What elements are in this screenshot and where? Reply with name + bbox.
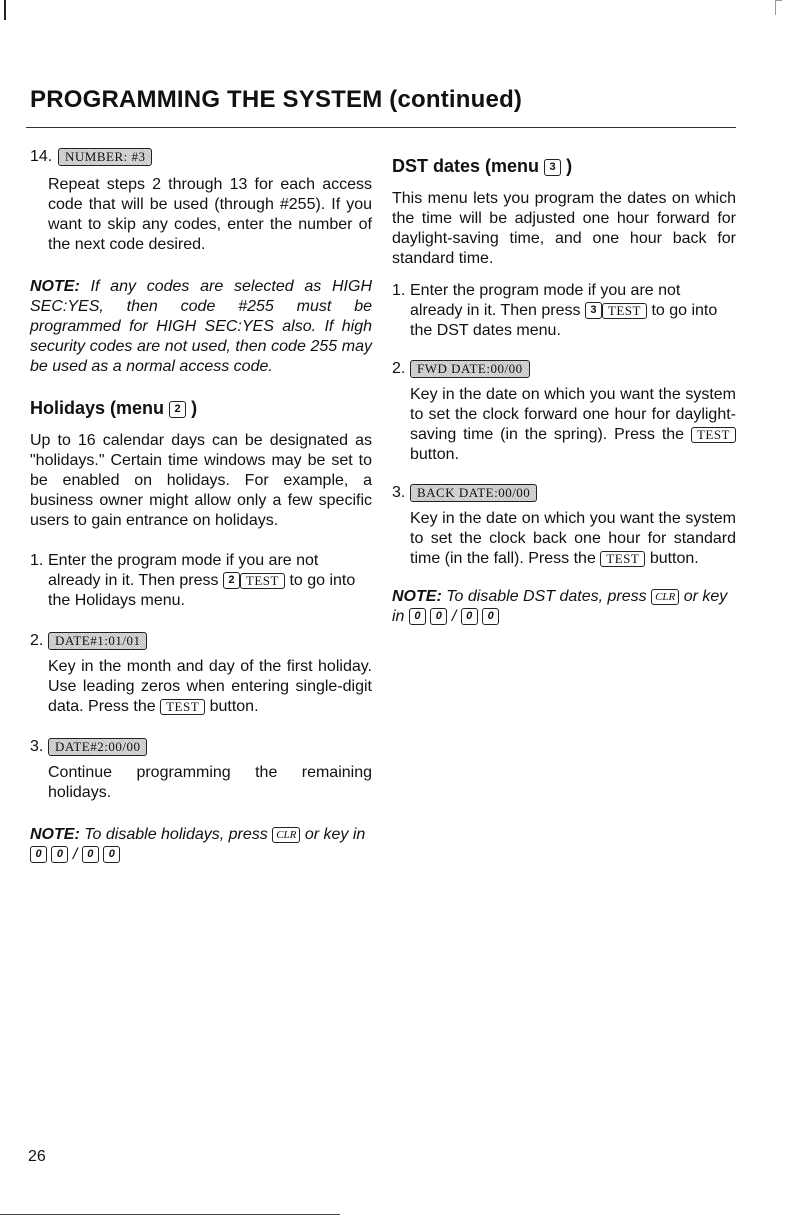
- lcd-display: DATE#1:01/01: [48, 632, 147, 650]
- page-title: PROGRAMMING THE SYSTEM (continued): [30, 86, 523, 113]
- holidays-step-2: [30, 631, 372, 651]
- key-0-icon: 0: [430, 608, 447, 625]
- header-divider: [26, 127, 736, 128]
- step-number: 1.: [30, 552, 44, 569]
- note-text: If any codes are selected as HIGH SEC:YES, then code #255 must be programmed for HIGH SEC:YES also. If high security codes are not used, then code 255 may be used as a normal access code.: [30, 278, 372, 375]
- key-0-icon: 0: [82, 846, 99, 863]
- step-number: 1.: [392, 282, 406, 299]
- lcd-display: NUMBER: #3: [58, 148, 152, 166]
- step-text: Key in the date on which you want the system to set the clock back one hour for standard time (in the fall). Press the TEST button.: [410, 510, 736, 567]
- key-0-icon: 0: [461, 608, 478, 625]
- test-key-icon: TEST: [240, 573, 285, 589]
- key-0-icon: 0: [30, 846, 47, 863]
- holidays-intro: Up to 16 calendar days can be designated as "holidays." Certain time windows may be set to be enabled on holidays. For example, a business owner might allow only a few specific users to gain entrance on holidays.: [30, 432, 372, 529]
- step-number: 2.: [30, 632, 44, 649]
- step-number: 3.: [30, 738, 44, 755]
- footer-rule: [0, 1214, 340, 1215]
- lcd-display: BACK DATE:00/00: [410, 484, 537, 502]
- clr-key-icon: CLR: [272, 827, 300, 843]
- note-label: NOTE:: [30, 826, 80, 843]
- test-key-icon: TEST: [160, 699, 205, 715]
- note-disable-dst: NOTE: To disable DST dates, press CLR or key in 0 0 / 0 0: [392, 588, 728, 625]
- note-label: NOTE:: [392, 588, 442, 605]
- dst-step-3: [392, 483, 736, 503]
- step-text-post: to go into the DST dates menu.: [410, 302, 718, 339]
- step-text: Continue programming the remaining holidays.: [48, 764, 372, 801]
- note-label: NOTE:: [30, 278, 80, 295]
- step-14: [30, 147, 372, 167]
- holidays-step-1: [30, 551, 372, 611]
- clr-key-icon: CLR: [651, 589, 679, 605]
- step-text: Enter the program mode if you are not already in it. Then press: [410, 282, 681, 319]
- note-high-security: [30, 277, 372, 377]
- key-0-icon: 0: [409, 608, 426, 625]
- step-number: 14.: [30, 148, 53, 165]
- lcd-display: DATE#2:00/00: [48, 738, 147, 756]
- key-2-icon: 2: [169, 401, 186, 418]
- test-key-icon: TEST: [691, 427, 736, 443]
- step-text-post: to go into the Holidays menu.: [48, 572, 356, 609]
- left-column: [30, 147, 372, 865]
- step-number: 2.: [392, 360, 406, 377]
- key-0-icon: 0: [51, 846, 68, 863]
- dst-intro: This menu lets you program the dates on which the time will be adjusted one hour forward for daylight-saving time, and one hour back for standard time.: [392, 190, 736, 267]
- key-3-icon: 3: [544, 159, 561, 176]
- dst-step-1: [392, 281, 736, 341]
- step-text: Enter the program mode if you are not already in it. Then press: [48, 552, 319, 589]
- section-title-dst: DST dates (menu 3 ): [392, 156, 573, 176]
- page-number: 26: [28, 1148, 46, 1165]
- key-0-icon: 0: [103, 846, 120, 863]
- step-number: 3.: [392, 484, 406, 501]
- scan-edge-mark: [4, 0, 6, 20]
- step-text: Key in the month and day of the first holiday. Use leading zeros when entering single-digit data. Press the TEST button.: [48, 658, 372, 715]
- step-text: Repeat steps 2 through 13 for each access code that will be used (through #255). If you want to skip any codes, enter the number of the next code desired.: [48, 176, 372, 253]
- holidays-step-3: [30, 737, 372, 757]
- lcd-display: FWD DATE:00/00: [410, 360, 530, 378]
- key-3-icon: 3: [585, 302, 602, 319]
- right-column: [392, 155, 736, 627]
- key-0-icon: 0: [482, 608, 499, 625]
- key-2-icon: 2: [223, 572, 240, 589]
- test-key-icon: TEST: [600, 551, 645, 567]
- section-title-holidays: Holidays (menu 2 ): [30, 398, 198, 418]
- scan-edge-mark-right: [775, 0, 782, 15]
- note-disable-holidays: NOTE: To disable holidays, press CLR or key in 0 0 / 0 0: [30, 826, 366, 863]
- dst-step-2: [392, 359, 736, 379]
- test-key-icon: TEST: [602, 303, 647, 319]
- step-text: Key in the date on which you want the system to set the clock forward one hour for daylight-saving time (in the spring). Press the TEST button.: [410, 386, 736, 463]
